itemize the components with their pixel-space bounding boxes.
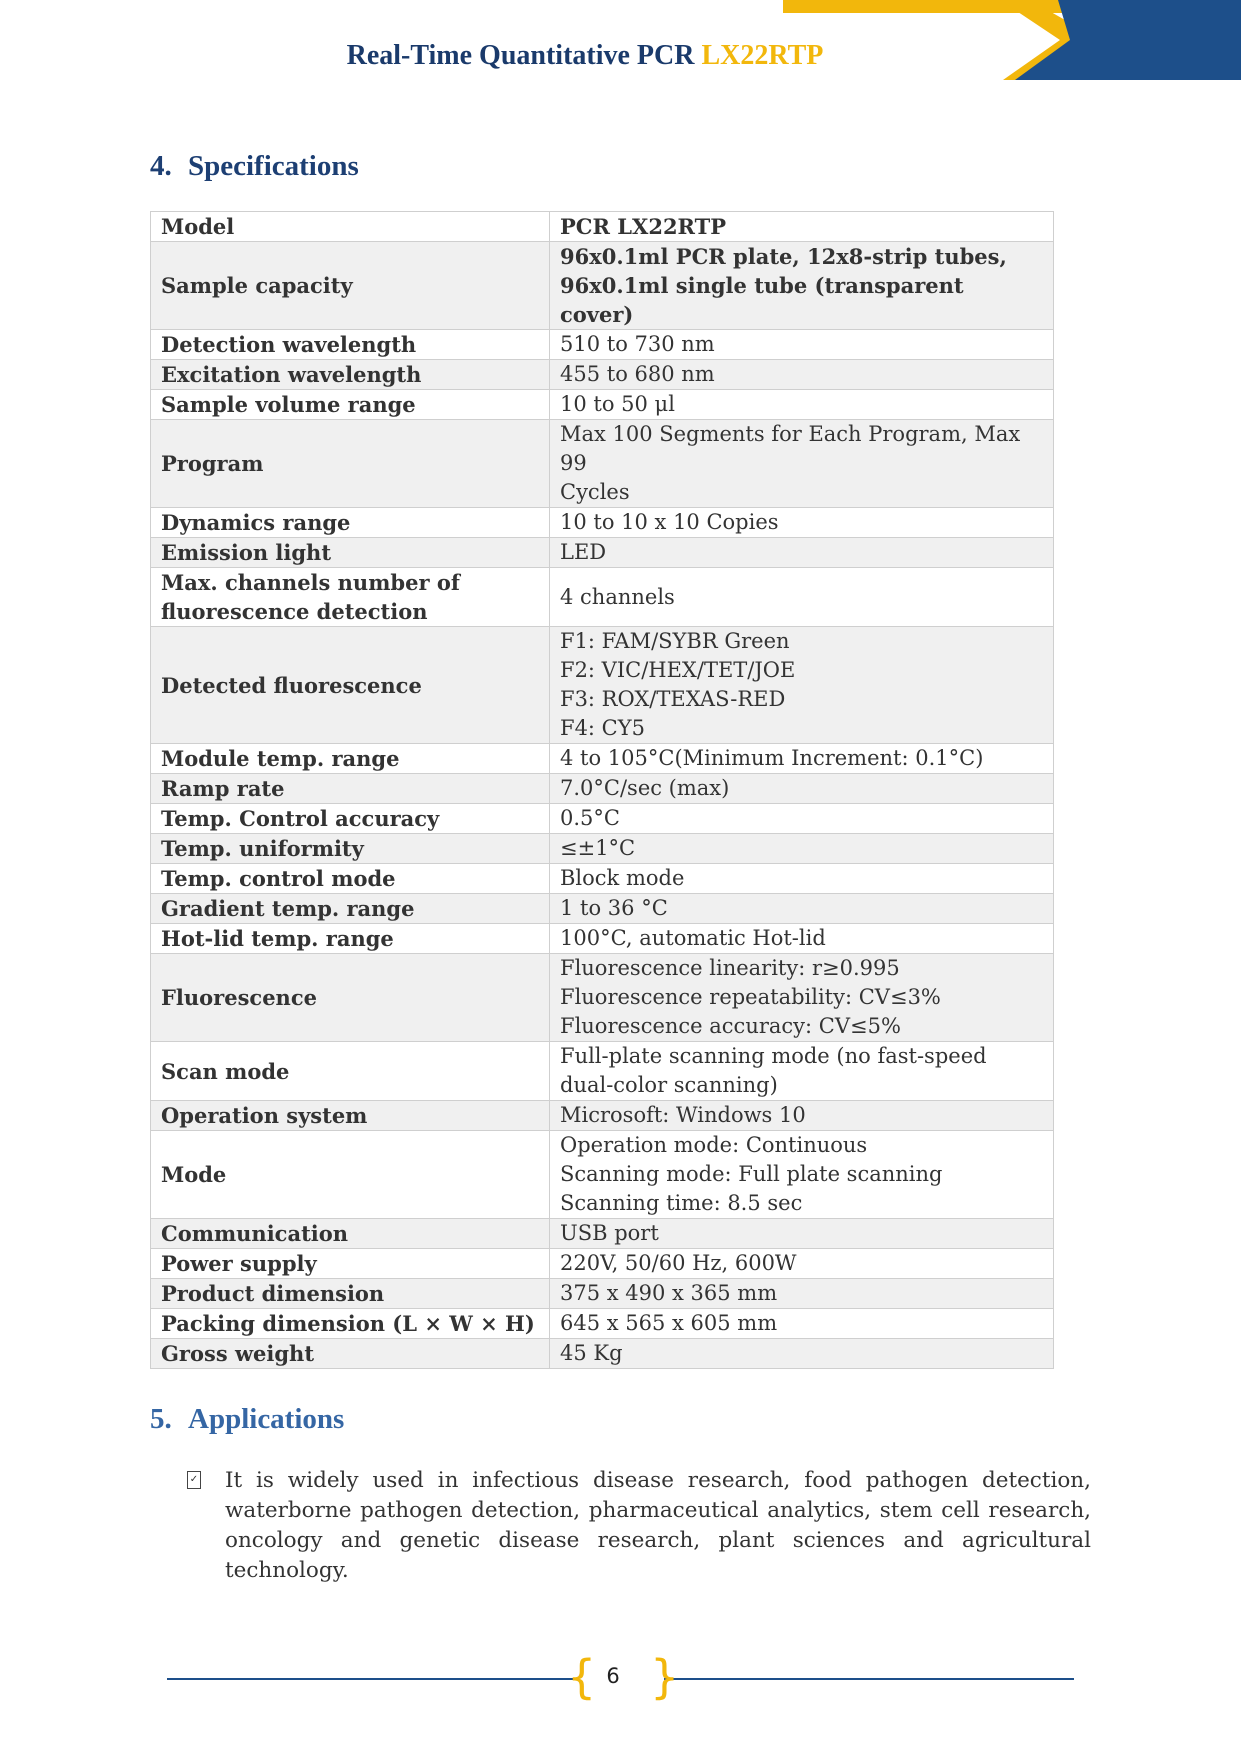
spec-value-line: 96x0.1ml PCR plate, 12x8-strip tubes, xyxy=(560,244,1007,269)
spec-value-line: 645 x 565 x 605 mm xyxy=(560,1311,778,1335)
spec-value-line: Fluorescence accuracy: CV≤5% xyxy=(560,1014,901,1038)
spec-key-cell: Detected fluorescence xyxy=(151,627,550,744)
spec-value-line: dual-color scanning) xyxy=(560,1073,778,1097)
spec-value-line: F4: CY5 xyxy=(560,716,645,740)
table-row xyxy=(151,1101,1054,1131)
spec-value-cell xyxy=(550,774,1054,804)
spec-value-line: Scanning time: 8.5 sec xyxy=(560,1191,803,1215)
specifications-table-body xyxy=(151,212,1054,1369)
table-row xyxy=(151,864,1054,894)
spec-value-cell xyxy=(550,1219,1054,1249)
spec-value-cell xyxy=(550,420,1054,508)
table-row xyxy=(151,1309,1054,1339)
spec-value-line: 375 x 490 x 365 mm xyxy=(560,1281,778,1305)
spec-key-cell: Program xyxy=(151,420,550,508)
spec-value-cell xyxy=(550,864,1054,894)
spec-key-cell: Gradient temp. range xyxy=(151,894,550,924)
table-row xyxy=(151,834,1054,864)
spec-value-line: Microsoft: Windows 10 xyxy=(560,1103,806,1127)
spec-key-cell: Max. channels number of fluorescence detection xyxy=(151,568,550,627)
spec-key-cell: Power supply xyxy=(151,1249,550,1279)
spec-value-line: Full-plate scanning mode (no fast-speed xyxy=(560,1044,987,1068)
spec-value-line: Cycles xyxy=(560,480,630,504)
spec-value-cell xyxy=(550,834,1054,864)
spec-key-cell: Packing dimension (L × W × H) xyxy=(151,1309,550,1339)
spec-key-cell: Operation system xyxy=(151,1101,550,1131)
page-number: 6 xyxy=(606,1664,620,1688)
spec-key-cell: Detection wavelength xyxy=(151,330,550,360)
table-row xyxy=(151,744,1054,774)
table-row xyxy=(151,1339,1054,1369)
spec-value-line: 7.0°C/sec (max) xyxy=(560,776,730,800)
table-row xyxy=(151,627,1054,744)
spec-value-cell xyxy=(550,568,1054,627)
spec-value-line: 510 to 730 nm xyxy=(560,332,715,356)
spec-value-cell xyxy=(550,1279,1054,1309)
table-row xyxy=(151,924,1054,954)
spec-value-line: 4 to 105°C(Minimum Increment: 0.1°C) xyxy=(560,746,984,770)
table-row xyxy=(151,330,1054,360)
right-brace-icon: } xyxy=(650,1650,680,1704)
spec-value-line: 455 to 680 nm xyxy=(560,362,715,386)
spec-value-line: LED xyxy=(560,540,607,564)
table-row xyxy=(151,508,1054,538)
section-title: Specifications xyxy=(188,150,359,182)
spec-value-line: 10 to 10 x 10 Copies xyxy=(560,510,779,534)
spec-value-cell xyxy=(550,390,1054,420)
table-row xyxy=(151,804,1054,834)
spec-value-line: 220V, 50/60 Hz, 600W xyxy=(560,1251,797,1275)
spec-value-line: F2: VIC/HEX/TET/JOE xyxy=(560,658,796,682)
section-number: 4. xyxy=(150,150,172,182)
spec-value-cell xyxy=(550,1131,1054,1219)
spec-value-line: Fluorescence linearity: r≥0.995 xyxy=(560,956,900,980)
table-row xyxy=(151,360,1054,390)
spec-value-line: 45 Kg xyxy=(560,1341,623,1365)
table-row xyxy=(151,954,1054,1042)
spec-key-cell: Dynamics range xyxy=(151,508,550,538)
table-row xyxy=(151,1131,1054,1219)
footer-rule-right xyxy=(664,1678,1074,1680)
spec-value-cell xyxy=(550,1309,1054,1339)
spec-value-line: F1: FAM/SYBR Green xyxy=(560,629,790,653)
header-value-cell: PCR LX22RTP xyxy=(550,212,1054,242)
spec-value-line: Max 100 Segments for Each Program, Max 99 xyxy=(560,422,1021,475)
spec-value-cell xyxy=(550,360,1054,390)
spec-value-line: 0.5°C xyxy=(560,806,620,830)
spec-value-line: 96x0.1ml single tube (transparent cover) xyxy=(560,273,964,327)
spec-key-cell: Hot-lid temp. range xyxy=(151,924,550,954)
spec-key-cell: Communication xyxy=(151,1219,550,1249)
spec-value-line: ≤±1°C xyxy=(560,836,636,860)
spec-key-cell: Temp. control mode xyxy=(151,864,550,894)
table-header-row xyxy=(151,212,1054,242)
left-brace-icon: { xyxy=(567,1650,597,1704)
spec-key-cell: Temp. Control accuracy xyxy=(151,804,550,834)
spec-value-line: USB port xyxy=(560,1221,659,1245)
spec-value-line: 4 channels xyxy=(560,584,675,609)
spec-value-line: 100°C, automatic Hot-lid xyxy=(560,926,826,950)
table-row xyxy=(151,568,1054,627)
spec-value-cell xyxy=(550,744,1054,774)
table-row xyxy=(151,1249,1054,1279)
spec-value-cell xyxy=(550,1249,1054,1279)
spec-value-cell xyxy=(550,804,1054,834)
spec-key-cell: Ramp rate xyxy=(151,774,550,804)
spec-value-cell xyxy=(550,1042,1054,1101)
table-row xyxy=(151,1219,1054,1249)
table-row xyxy=(151,774,1054,804)
table-row xyxy=(151,420,1054,508)
spec-value-line: Scanning mode: Full plate scanning xyxy=(560,1162,943,1186)
table-row xyxy=(151,1279,1054,1309)
spec-key-cell: Mode xyxy=(151,1131,550,1219)
document-header xyxy=(0,40,1170,72)
spec-value-line: 1 to 36 °C xyxy=(560,896,668,920)
spec-value-cell xyxy=(550,538,1054,568)
specifications-table xyxy=(150,211,1054,1369)
header-key-cell: Model xyxy=(151,212,550,242)
header-model: LX22RTP xyxy=(701,40,824,71)
applications-heading xyxy=(150,1403,344,1436)
spec-key-cell: Excitation wavelength xyxy=(151,360,550,390)
header-title: Real-Time Quantitative PCR xyxy=(346,40,695,71)
spec-key-cell: Sample volume range xyxy=(151,390,550,420)
spec-value-cell xyxy=(550,242,1054,330)
table-row xyxy=(151,894,1054,924)
spec-key-cell: Scan mode xyxy=(151,1042,550,1101)
spec-value-cell xyxy=(550,330,1054,360)
table-row xyxy=(151,538,1054,568)
spec-key-cell: Fluorescence xyxy=(151,954,550,1042)
spec-value-cell xyxy=(550,1339,1054,1369)
footer-rule-left xyxy=(167,1678,577,1680)
spec-value-line: 10 to 50 μl xyxy=(560,392,675,416)
spec-value-line: F3: ROX/TEXAS-RED xyxy=(560,687,786,711)
spec-value-cell xyxy=(550,954,1054,1042)
table-row xyxy=(151,390,1054,420)
spec-value-line: Operation mode: Continuous xyxy=(560,1133,868,1157)
spec-value-cell xyxy=(550,1101,1054,1131)
spec-key-cell: Sample capacity xyxy=(151,242,550,330)
spec-value-cell xyxy=(550,627,1054,744)
section-title: Applications xyxy=(188,1403,345,1435)
spec-value-cell xyxy=(550,894,1054,924)
spec-value-cell xyxy=(550,508,1054,538)
spec-value-line: Block mode xyxy=(560,866,685,890)
spec-key-cell: Gross weight xyxy=(151,1339,550,1369)
applications-paragraph: It is widely used in infectious disease research, food pathogen detection, waterborne pathogen detection, pharmaceutical analytics, stem cell research, oncology and genetic disease research, plant sciences and agricultural technology. xyxy=(225,1468,1091,1583)
table-row xyxy=(151,1042,1054,1101)
spec-key-cell: Temp. uniformity xyxy=(151,834,550,864)
spec-value-line: Fluorescence repeatability: CV≤3% xyxy=(560,985,941,1009)
spec-key-cell: Module temp. range xyxy=(151,744,550,774)
table-row xyxy=(151,242,1054,330)
spec-value-cell xyxy=(550,924,1054,954)
bullet-icon: ✓ xyxy=(187,1471,201,1489)
spec-key-cell: Product dimension xyxy=(151,1279,550,1309)
section-number: 5. xyxy=(150,1403,172,1435)
spec-key-cell: Emission light xyxy=(151,538,550,568)
specifications-heading xyxy=(150,150,359,183)
